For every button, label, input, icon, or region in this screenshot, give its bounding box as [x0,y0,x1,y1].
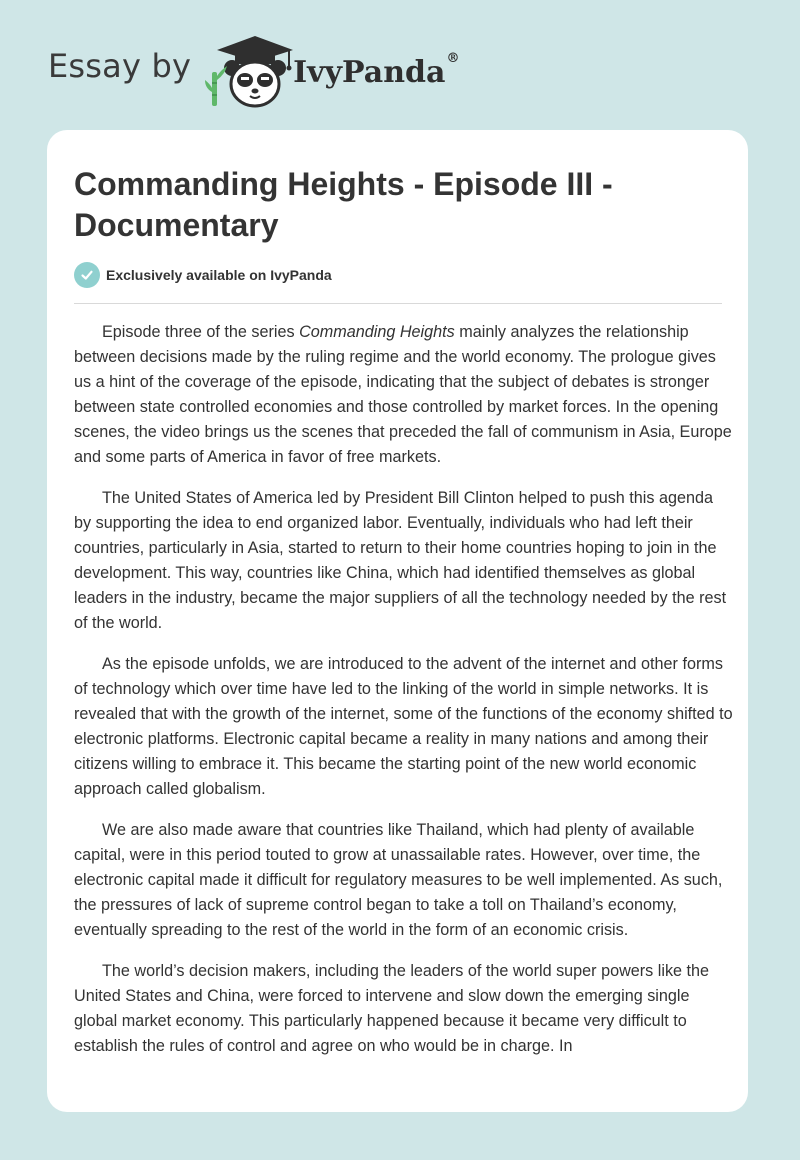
paragraph [74,320,734,470]
paragraph-text: mainly analyzes the relationship between decisions made by the ruling regime and the world economy. The prologue gives us a hint of the coverage of the episode, indicating that the subject of debates is stronger between state controlled economies and those controlled by market forces. In the opening scenes, the video brings us the scenes that preceded the fall of communism in Asia, Europe and some parts of America in favor of free markets. [74,323,732,466]
brand-prefix: Essay by [48,47,192,85]
divider [74,303,722,304]
essay-card [47,130,748,1112]
exclusive-badge-label: Exclusively available on IvyPanda [106,267,332,283]
brand-name-text: IvyPanda [293,54,446,90]
registered-mark: ® [446,50,460,66]
check-icon [74,262,100,288]
paragraph: The world’s decision makers, including the leaders of the world super powers like the United States and China, were forced to intervene and slow down the emerging single global market economy. This particularly happened because it became very difficult to establish the rules of control and agree on who would be in charge. In [74,962,710,1055]
essay-body [74,320,734,1075]
panda-graduate-logo-icon [205,30,297,110]
brand-name [293,50,460,90]
paragraph: As the episode unfolds, we are introduced to the advent of the internet and other forms of technology which over time have led to the linking of the world in simple networks. It is revealed that with the growth of the internet, some of the functions of the economy shifted to electronic platforms. Electronic capital became a reality in many nations and among their citizens willing to embrace it. This became the starting point of the new world economic approach called globalism. [74,655,733,798]
paragraph: We are also made aware that countries like Thailand, which had plenty of available capital, were in this period touted to grow at unassailable rates. However, over time, the electronic capital made it difficult for regulatory measures to be well implemented. As such, the pressures of lack of supreme control began to take a toll on Thailand’s economy, eventually spreading to the rest of the world in the form of an economic crisis. [74,821,723,939]
paragraph: The United States of America led by President Bill Clinton helped to push this agenda by supporting the idea to end organized labor. Eventually, individuals who had left their countries, particularly in Asia, started to return to their home countries hoping to join in the development. This way, countries like China, which had identified themselves as global leaders in the industry, became the major suppliers of all the technology needed by the rest of the world. [74,489,727,632]
brand-header [48,30,459,110]
page-title: Commanding Heights - Episode III - Documentary [74,166,613,243]
series-title: Commanding Heights [299,323,455,341]
exclusive-badge [74,262,332,288]
paragraph-text: Episode three of the series [102,323,300,341]
